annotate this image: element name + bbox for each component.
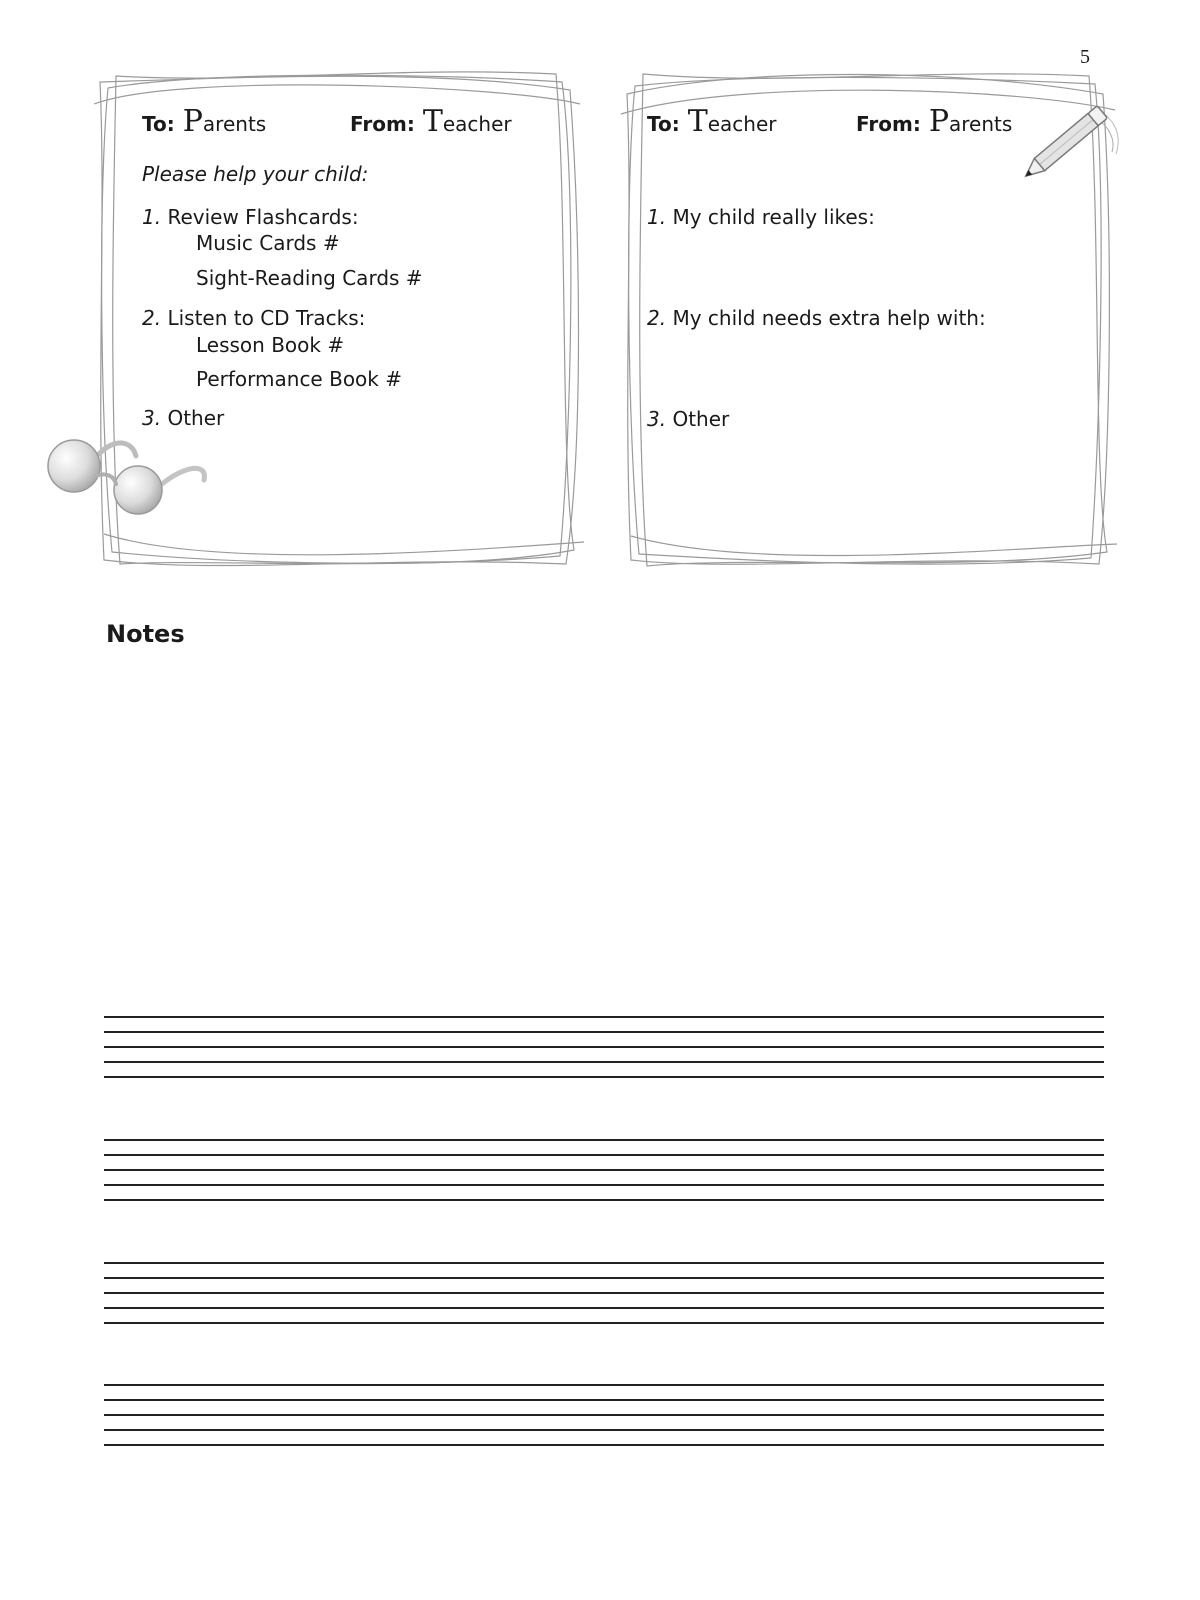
list-item: 2. My child needs extra help with: [647,306,986,330]
to-value: arents [202,112,267,136]
list-item: 1. My child really likes: [647,205,875,229]
list-item: 2. Listen to CD Tracks: [142,306,366,330]
sub-item-lesson-book: Lesson Book # [196,333,345,357]
sub-item-performance-book: Performance Book # [196,367,402,391]
notes-heading: Notes [106,620,185,648]
sub-item-sight-reading-cards: Sight-Reading Cards # [196,266,423,290]
to-label: To: [142,112,175,136]
page-number: 5 [1080,46,1090,68]
music-staff [104,1384,1104,1446]
list-item: 3. Other [142,406,225,430]
glasses-icon [44,432,214,522]
music-staff [104,1139,1104,1201]
to-value: eacher [707,112,777,136]
from-value-cap: T [422,104,443,139]
list-item: 3. Other [647,407,730,431]
sub-item-music-cards: Music Cards # [196,231,340,255]
to-field [142,104,267,139]
to-field [647,104,777,139]
list-item: 1. Review Flashcards: [142,205,359,229]
intro-text: Please help your child: [142,162,369,186]
music-staff [104,1016,1104,1078]
from-field [856,104,1013,139]
music-staff [104,1262,1104,1324]
to-value-cap: T [687,104,708,139]
from-value-cap: P [928,104,950,139]
to-value-cap: P [182,104,203,139]
from-label: From: [350,112,415,136]
from-value: arents [949,112,1013,136]
pencil-icon [1004,94,1124,194]
from-field [350,104,512,139]
from-value: eacher [442,112,512,136]
from-label: From: [856,112,921,136]
to-label: To: [647,112,680,136]
